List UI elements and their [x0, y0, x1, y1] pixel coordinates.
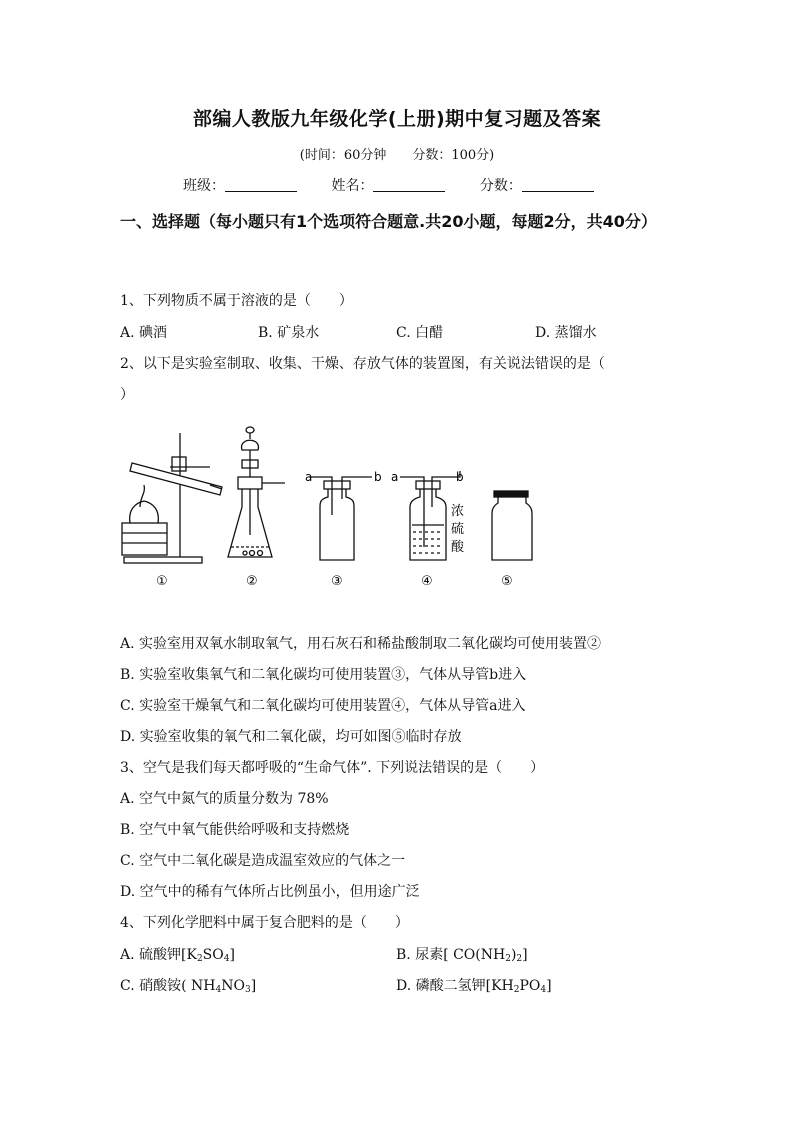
apparatus-figure [110, 415, 560, 595]
exam-meta: (时间：60分钟 分数：100分) [299, 148, 495, 163]
q4-c-end: ] [250, 978, 257, 994]
q1-option-d[interactable]: D. 蒸馏水 [535, 325, 597, 341]
student-fields [183, 175, 624, 195]
port-b-3: b [374, 470, 382, 484]
q4-b-sub2: 2 [516, 954, 523, 964]
q4-d-mid: PO [519, 978, 541, 994]
acid-label-3: 酸 [451, 540, 465, 555]
q4-b-text: B. 尿素[ CO(NH [396, 947, 506, 963]
q4-a-sub1: 2 [196, 954, 203, 964]
figure-label-2: ② [246, 574, 258, 589]
q3-option-a[interactable]: A. 空气中氮气的质量分数为 78% [120, 791, 329, 807]
name-field[interactable] [373, 177, 445, 192]
acid-label-1: 浓 [451, 504, 465, 519]
apparatus-3 [309, 477, 372, 560]
apparatus-2 [228, 427, 285, 557]
figure-label-3: ③ [331, 574, 343, 589]
q4-c-sub1: 4 [215, 985, 222, 995]
q4-b-sub1: 2 [505, 954, 511, 964]
q4-a-sub2: 4 [223, 954, 230, 964]
q4-a-mid: SO [202, 947, 224, 963]
q4-option-a[interactable] [120, 944, 235, 964]
score-field[interactable] [522, 177, 594, 192]
q1-stem: 1、下列物质不属于溶液的是（ ） [120, 293, 353, 309]
q3-stem: 3、空气是我们每天都呼吸的“生命气体”. 下列说法错误的是（ ） [120, 760, 545, 776]
figure-label-5: ⑤ [501, 574, 513, 589]
q4-option-d[interactable] [396, 975, 552, 995]
port-a-4: a [391, 470, 399, 484]
class-label: 班级： [183, 178, 225, 194]
class-field[interactable] [225, 177, 297, 192]
q4-c-mid: NO [221, 978, 245, 994]
q4-b-end: ] [522, 947, 528, 963]
q2-option-d[interactable]: D. 实验室收集的氧气和二氧化碳，均可如图⑤临时存放 [120, 729, 462, 745]
page-title: 部编人教版九年级化学(上册)期中复习题及答案 [192, 108, 602, 130]
q1-option-c[interactable]: C. 白醋 [396, 325, 444, 341]
q4-d-sub2: 4 [540, 985, 547, 995]
name-label: 姓名： [331, 178, 374, 194]
q1-option-a[interactable]: A. 碘酒 [120, 325, 168, 341]
apparatus-5 [492, 491, 532, 560]
port-b-4: b [456, 470, 464, 484]
q4-b-mid: ) [510, 947, 517, 963]
q4-d-text: D. 磷酸二氢钾[KH [396, 978, 514, 994]
q4-stem: 4、下列化学肥料中属于复合肥料的是（ ） [120, 915, 409, 931]
q3-option-c[interactable]: C. 空气中二氧化碳是造成温室效应的气体之一 [120, 853, 406, 869]
q4-option-c[interactable] [120, 975, 256, 995]
q2-option-a[interactable]: A. 实验室用双氧水制取氧气，用石灰石和稀盐酸制取二氧化碳均可使用装置② [120, 636, 602, 652]
port-a-3: a [305, 470, 313, 484]
figure-label-1: ① [156, 574, 168, 589]
acid-label-2: 硫 [451, 522, 465, 537]
q4-a-end: ] [229, 947, 235, 963]
q3-option-b[interactable]: B. 空气中氧气能供给呼吸和支持燃烧 [120, 822, 350, 838]
q4-d-end: ] [546, 978, 552, 994]
q1-option-b[interactable]: B. 矿泉水 [258, 325, 320, 341]
score-label: 分数： [479, 178, 522, 194]
figure-label-4: ④ [421, 574, 433, 589]
q4-option-b[interactable] [396, 944, 528, 964]
q4-c-sub2: 3 [244, 985, 251, 995]
q4-c-text: C. 硝酸铵( NH [120, 978, 216, 994]
section-heading: 一、选择题（每小题只有1个选项符合题意.共20小题，每题2分，共40分） [120, 212, 657, 231]
q4-a-text: A. 硫酸钾[K [120, 947, 197, 963]
q2-stem: 2、以下是实验室制取、收集、干燥、存放气体的装置图，有关说法错误的是（ [120, 356, 605, 372]
q2-option-b[interactable]: B. 实验室收集氧气和二氧化碳均可使用装置③，气体从导管b进入 [120, 667, 527, 683]
q4-d-sub1: 2 [513, 985, 520, 995]
q2-stem-cont: ） [120, 387, 134, 403]
q3-option-d[interactable]: D. 空气中的稀有气体所占比例虽小，但用途广泛 [120, 884, 420, 900]
apparatus-1 [122, 433, 222, 563]
q2-option-c[interactable]: C. 实验室干燥氧气和二氧化碳均可使用装置④，气体从导管a进入 [120, 698, 526, 714]
